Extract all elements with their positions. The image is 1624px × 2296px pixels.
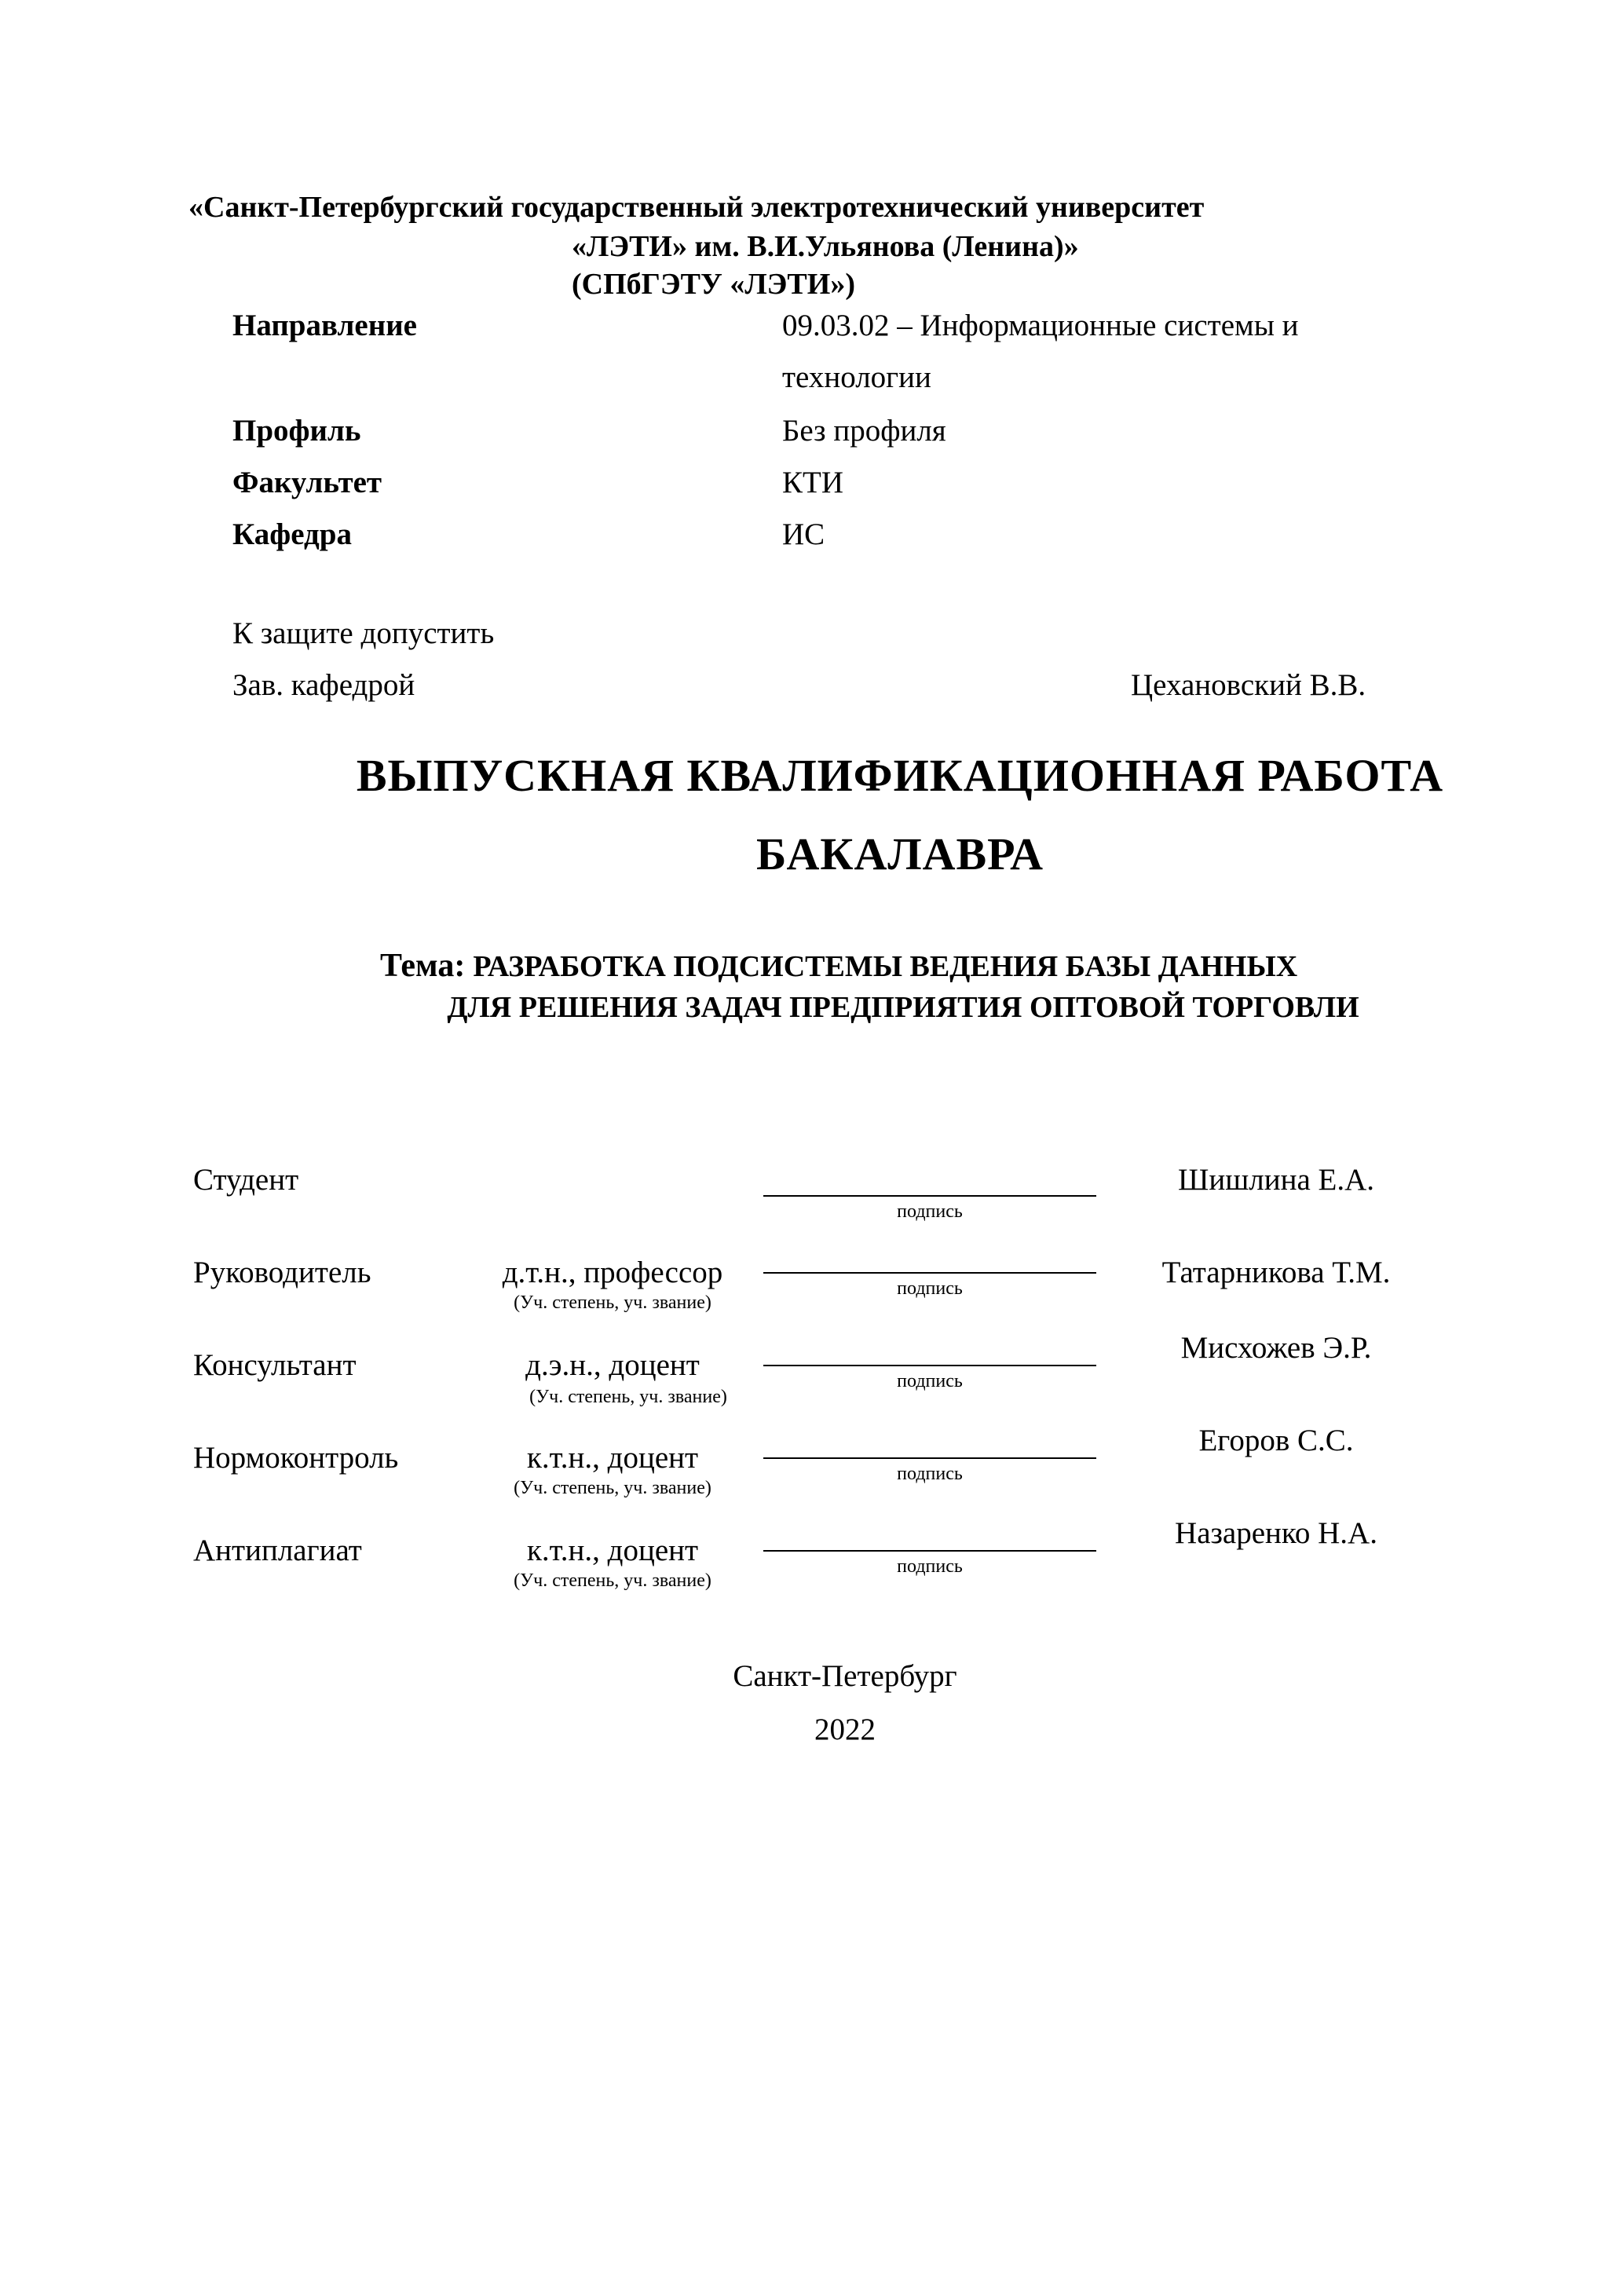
supervisor-degree-hint: (Уч. степень, уч. звание)	[514, 1292, 711, 1313]
student-signature-line	[763, 1195, 1096, 1197]
consultant-degree: д.э.н., доцент	[525, 1348, 700, 1382]
department-value: ИС	[782, 517, 825, 551]
city: Санкт-Петербург	[733, 1659, 957, 1693]
antiplagiarism-name: Назаренко Н.А.	[1175, 1516, 1377, 1550]
antiplagiarism-degree: к.т.н., доцент	[526, 1534, 699, 1567]
consultant-name: Мисхожев Э.Р.	[1180, 1331, 1372, 1365]
university-name-line1: «Санкт-Петербургский государственный электротехнический университет	[188, 191, 1205, 224]
antiplagiarism-role: Антиплагиат	[193, 1534, 362, 1567]
supervisor-role: Руководитель	[193, 1256, 371, 1289]
profile-label: Профиль	[232, 414, 361, 448]
normocontrol-signature-hint: подпись	[897, 1464, 963, 1484]
direction-value-line1: 09.03.02 – Информационные системы и	[782, 309, 1299, 342]
topic-label: Тема:	[380, 948, 466, 984]
profile-value: Без профиля	[782, 414, 946, 448]
normocontrol-degree-hint: (Уч. степень, уч. звание)	[514, 1478, 711, 1498]
normocontrol-degree: к.т.н., доцент	[526, 1441, 699, 1475]
topic-line2	[0, 988, 1624, 1025]
antiplagiarism-degree-hint: (Уч. степень, уч. звание)	[514, 1570, 711, 1591]
faculty-label: Факультет	[232, 466, 382, 499]
supervisor-signature-hint: подпись	[897, 1278, 963, 1299]
student-role: Студент	[193, 1163, 299, 1197]
student-name: Шишлина Е.А.	[1178, 1163, 1374, 1197]
supervisor-signature-line	[763, 1272, 1096, 1274]
normocontrol-name: Егоров С.С.	[1198, 1424, 1354, 1457]
consultant-signature-hint: подпись	[897, 1371, 963, 1391]
document-title-line1: ВЫПУСКНАЯ КВАЛИФИКАЦИОННАЯ РАБОТА	[356, 750, 1444, 801]
consultant-signature-line	[763, 1365, 1096, 1366]
topic-line1	[380, 947, 1297, 985]
antiplagiarism-signature-line	[763, 1550, 1096, 1552]
supervisor-degree: д.т.н., профессор	[502, 1256, 723, 1289]
direction-label: Направление	[232, 309, 417, 342]
faculty-value: КТИ	[782, 466, 843, 499]
direction-value-line2: технологии	[782, 360, 931, 394]
normocontrol-signature-line	[763, 1457, 1096, 1459]
year: 2022	[814, 1713, 876, 1746]
head-of-department-label: Зав. кафедрой	[232, 668, 415, 702]
document-title-line2: БАКАЛАВРА	[755, 828, 1044, 879]
topic-text-line2: ДЛЯ РЕШЕНИЯ ЗАДАЧ ПРЕДПРИЯТИЯ ОПТОВОЙ ТОРГОВЛИ	[447, 991, 1359, 1024]
university-abbreviation: (СПбГЭТУ «ЛЭТИ»)	[572, 268, 855, 301]
consultant-role: Консультант	[193, 1348, 357, 1382]
university-name-line2: «ЛЭТИ» им. В.И.Ульянова (Ленина)»	[572, 230, 1079, 263]
normocontrol-role: Нормоконтроль	[193, 1441, 399, 1475]
student-signature-hint: подпись	[897, 1201, 963, 1222]
antiplagiarism-signature-hint: подпись	[897, 1556, 963, 1577]
consultant-degree-hint: (Уч. степень, уч. звание)	[529, 1387, 727, 1407]
admission-text: К защите допустить	[232, 616, 495, 650]
head-of-department-name: Цехановский В.В.	[1131, 668, 1366, 702]
supervisor-name: Татарникова Т.М.	[1161, 1256, 1391, 1289]
topic-text-line1: РАЗРАБОТКА ПОДСИСТЕМЫ ВЕДЕНИЯ БАЗЫ ДАННЫХ	[473, 950, 1298, 983]
department-label: Кафедра	[232, 517, 352, 551]
